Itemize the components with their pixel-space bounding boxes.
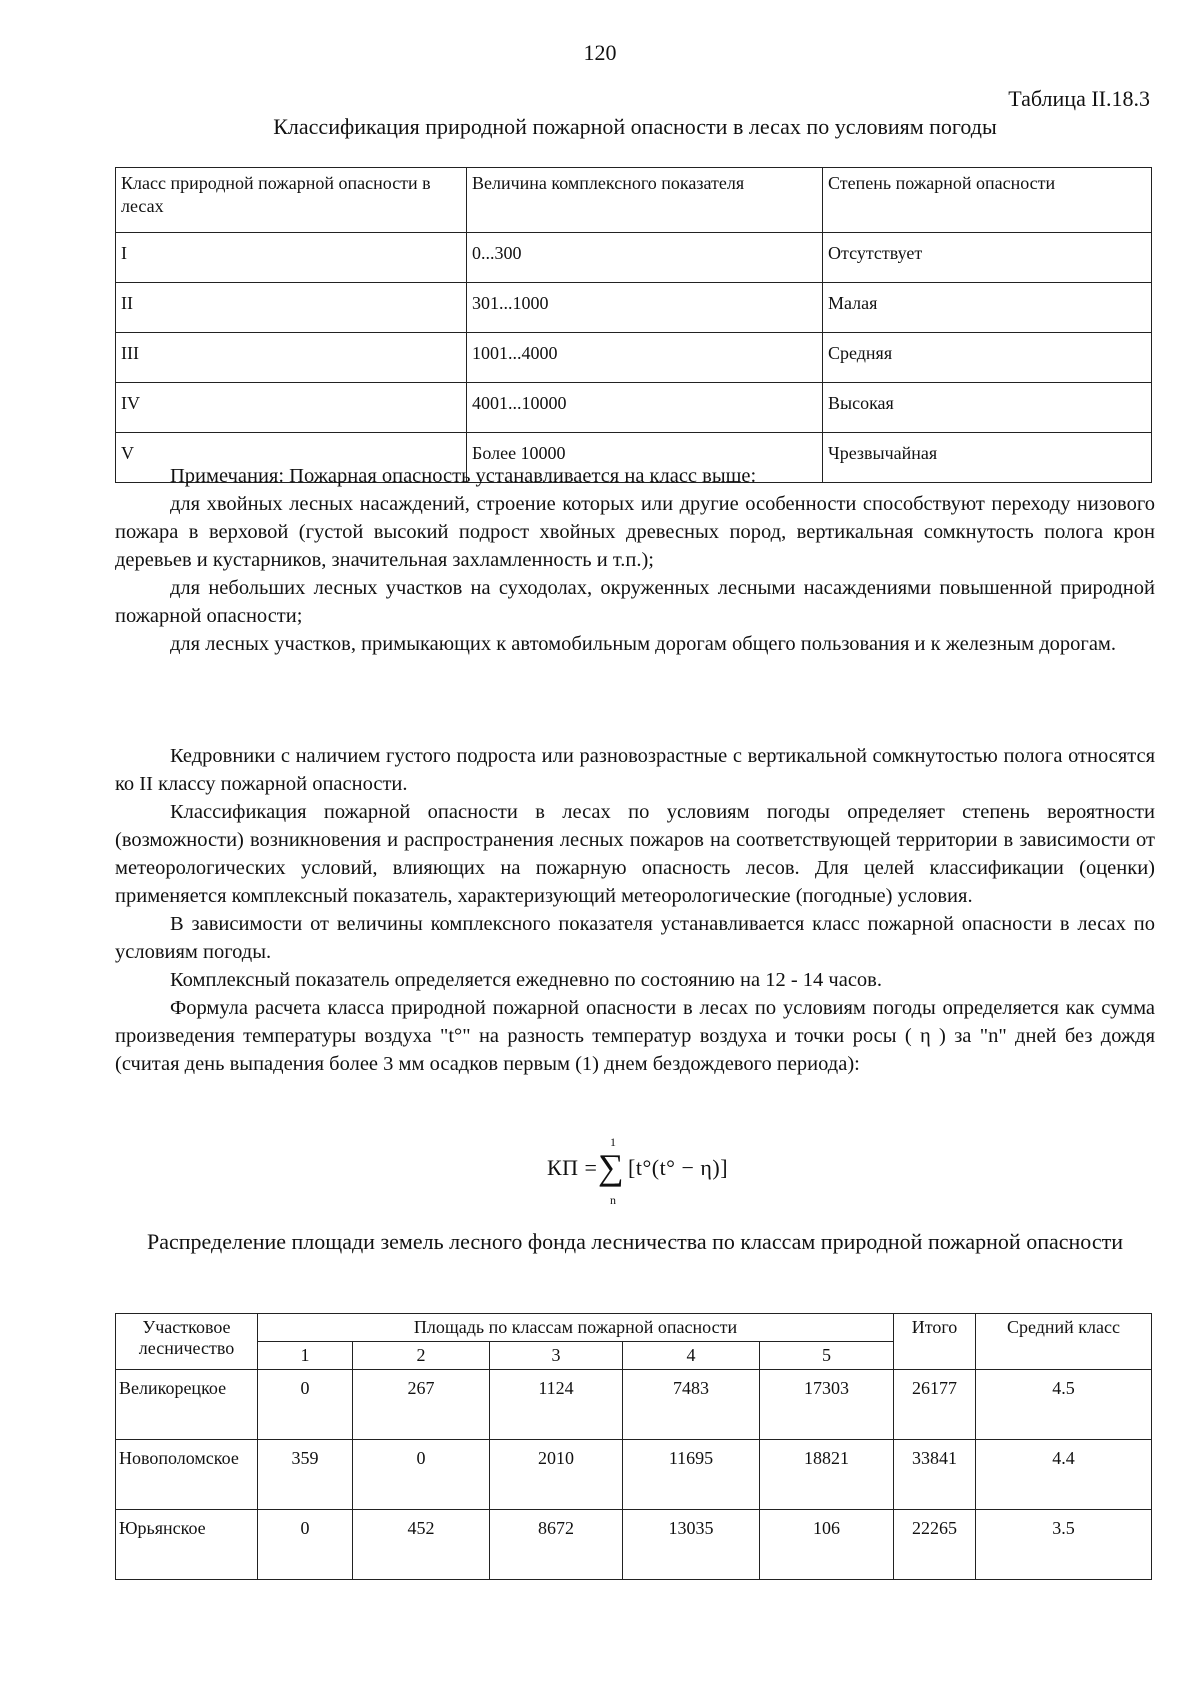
sigma-symbol: ∑ [598, 1147, 624, 1187]
table-row [116, 333, 1152, 383]
formula [540, 1125, 740, 1215]
table-cell: 0 [258, 1370, 353, 1440]
table-cell: 267 [353, 1370, 490, 1440]
page-number: 120 [583, 40, 617, 65]
table-cell: Чрезвычайная [823, 433, 1152, 483]
table-cell: 11695 [623, 1440, 760, 1510]
table-cell: 17303 [760, 1370, 894, 1440]
header-cell: 4 [623, 1342, 760, 1370]
table-cell: 2010 [490, 1440, 623, 1510]
table-cell: 106 [760, 1510, 894, 1580]
table-cell: V [116, 433, 467, 483]
note-paragraph: для лесных участков, примыкающих к автомобильным дорогам общего пользования и к железным дорогам. [170, 633, 1117, 655]
table-header-row [116, 1314, 1152, 1342]
notes-section [115, 462, 1155, 658]
table-cell: 1001...4000 [467, 333, 823, 383]
header-cell: Класс природной пожарной опасности в лесах [116, 168, 467, 233]
table-cell: 4.5 [976, 1370, 1152, 1440]
table1-title: Классификация природной пожарной опасности в лесах по условиям погоды [273, 114, 997, 139]
fire-class-table [115, 167, 1152, 483]
table-label: Таблица II.18.3 [1008, 86, 1150, 111]
table-cell: 3.5 [976, 1510, 1152, 1580]
table-row [116, 1370, 1152, 1440]
formula-body: [t°(t° − η)] [628, 1155, 729, 1180]
table-cell: 359 [258, 1440, 353, 1510]
note-paragraph: для небольших лесных участков на суходолах, окруженных лесными насаждениями повышенной природной пожарной опасности; [115, 577, 1155, 627]
formula-upper-limit: 1 [610, 1135, 616, 1149]
table-cell: Высокая [823, 383, 1152, 433]
table-cell: 0 [258, 1510, 353, 1580]
header-cell: 5 [760, 1342, 894, 1370]
table-cell: Великорецкое [116, 1370, 258, 1440]
table-cell: 4.4 [976, 1440, 1152, 1510]
header-cell: 3 [490, 1342, 623, 1370]
table-cell: 1124 [490, 1370, 623, 1440]
header-cell: Итого [894, 1314, 976, 1370]
note-paragraph: Примечания: Пожарная опасность устанавливается на класс выше: [170, 465, 757, 487]
header-cell: Участковое лесничество [116, 1314, 258, 1370]
header-cell: Величина комплексного показателя [467, 168, 823, 233]
formula-lower-limit: n [610, 1193, 616, 1207]
table-cell: 33841 [894, 1440, 976, 1510]
body-paragraph: Формула расчета класса природной пожарной опасности в лесах по условиям погоды определяется как сумма произведения температуры воздуха "t°" на разность температур воздуха и точки росы ( η ) за "n" дней без дождя (считая день выпадения более 3 мм осадков первым (1) днем бездождевого периода): [115, 997, 1155, 1075]
header-cell: Степень пожарной опасности [823, 168, 1152, 233]
formula-lhs: КП = [547, 1155, 598, 1180]
table-cell: 22265 [894, 1510, 976, 1580]
table-cell: Отсутствует [823, 233, 1152, 283]
table-cell: 18821 [760, 1440, 894, 1510]
table-row [116, 1510, 1152, 1580]
table-row [116, 233, 1152, 283]
table-cell: Более 10000 [467, 433, 823, 483]
header-cell: Средний класс [976, 1314, 1152, 1370]
note-paragraph: для хвойных лесных насаждений, строение которых или другие особенности способствуют переходу низового пожара в верховой (густой высокий подрост хвойных древесных пород, вертикальная сомкнутость полога крон деревьев и кустарников, значительная захламленность и т.п.); [115, 493, 1155, 571]
table-cell: 8672 [490, 1510, 623, 1580]
table-row [116, 283, 1152, 333]
table-cell: 0 [353, 1440, 490, 1510]
table-cell: 452 [353, 1510, 490, 1580]
header-cell: 1 [258, 1342, 353, 1370]
body-paragraph: Кедровники с наличием густого подроста или разновозрастные с вертикальной сомкнутостью полога относятся ко II классу пожарной опасности. [115, 745, 1155, 795]
table-row [116, 1440, 1152, 1510]
table-cell: IV [116, 383, 467, 433]
header-cell: 2 [353, 1342, 490, 1370]
table-cell: 26177 [894, 1370, 976, 1440]
table-cell: Малая [823, 283, 1152, 333]
table-cell: Средняя [823, 333, 1152, 383]
table-cell: Новополомское [116, 1440, 258, 1510]
table-cell: Юрьянское [116, 1510, 258, 1580]
header-cell: Площадь по классам пожарной опасности [258, 1314, 894, 1342]
body-paragraph: Комплексный показатель определяется ежедневно по состоянию на 12 - 14 часов. [170, 969, 882, 991]
table-cell: 301...1000 [467, 283, 823, 333]
body-paragraph: Классификация пожарной опасности в лесах по условиям погоды определяет степень вероятности (возможности) возникновения и распространения лесных пожаров на соответствующей территории в зависимости от метеорологических условий, влияющих на пожарную опасность лесов. Для целей классификации (оценки) применяется комплексный показатель, характеризующий метеорологические (погодные) условия. [115, 801, 1155, 907]
table-cell: 13035 [623, 1510, 760, 1580]
area-distribution-table [115, 1313, 1152, 1580]
table-row [116, 383, 1152, 433]
table2-title: Распределение площади земель лесного фонда лесничества по классам природной пожарной опасности [147, 1229, 1123, 1254]
table-cell: I [116, 233, 467, 283]
body-paragraph: В зависимости от величины комплексного показателя устанавливается класс пожарной опасности в лесах по условиям погоды. [115, 913, 1155, 963]
table-cell: 7483 [623, 1370, 760, 1440]
body-text [115, 742, 1155, 1078]
table-cell: 4001...10000 [467, 383, 823, 433]
table-cell: 0...300 [467, 233, 823, 283]
table-cell: II [116, 283, 467, 333]
table-header-row [116, 168, 1152, 233]
table-cell: III [116, 333, 467, 383]
